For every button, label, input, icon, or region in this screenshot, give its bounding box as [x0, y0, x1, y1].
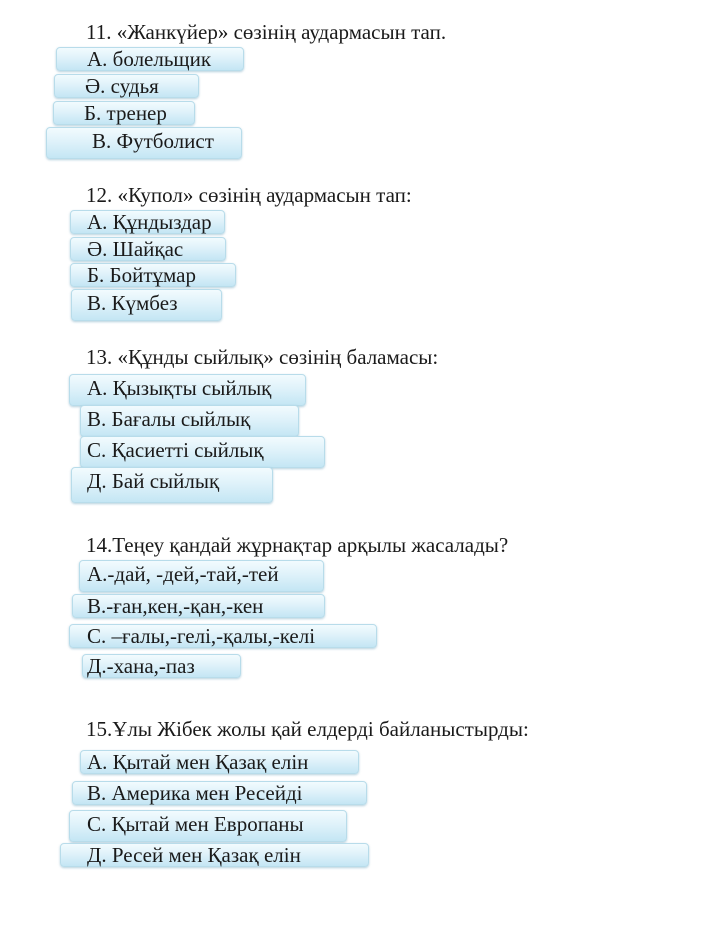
question-11-text: 11. «Жанкүйер» сөзінің аудармасын тап.	[86, 20, 447, 44]
question-14-text: 14.Теңеу қандай жұрнақтар арқылы жасалады?	[86, 533, 509, 557]
q12-option-v[interactable]: В. Күмбез	[71, 289, 222, 321]
q12-option-ae[interactable]: Ә. Шайқас	[70, 237, 226, 261]
q14-option-v[interactable]: В.-ған,кен,-қан,-кен	[72, 594, 325, 618]
q13-option-s[interactable]: С. Қасиетті сыйлық	[80, 436, 325, 468]
q15-option-s[interactable]: С. Қытай мен Европаны	[69, 810, 347, 842]
q11-option-b[interactable]: Б. тренер	[53, 101, 195, 125]
question-15-text: 15.Ұлы Жібек жолы қай елдерді байланыстырды:	[86, 717, 529, 741]
q13-option-v[interactable]: В. Бағалы сыйлық	[80, 405, 299, 437]
q14-option-s[interactable]: С. –ғалы,-гелі,-қалы,-келі	[69, 624, 377, 648]
q13-option-d[interactable]: Д. Бай сыйлық	[71, 467, 273, 503]
q12-option-b[interactable]: Б. Бойтұмар	[70, 263, 236, 287]
q15-option-d[interactable]: Д. Ресей мен Қазақ елін	[60, 843, 369, 867]
q14-option-a[interactable]: А.-дай, -дей,-тай,-тей	[79, 560, 324, 592]
q14-option-d[interactable]: Д.-хана,-паз	[82, 654, 241, 678]
q11-option-v[interactable]: В. Футболист	[46, 127, 242, 159]
question-13-text: 13. «Құнды сыйлық» сөзінің баламасы:	[86, 345, 439, 369]
question-12-text: 12. «Купол» сөзінің аудармасын тап:	[86, 183, 412, 207]
q13-option-a[interactable]: А. Қызықты сыйлық	[69, 374, 306, 406]
q12-option-a[interactable]: А. Құндыздар	[70, 210, 225, 234]
q15-option-v[interactable]: В. Америка мен Ресейді	[72, 781, 367, 805]
q11-option-a[interactable]: А. болельщик	[56, 47, 244, 71]
q15-option-a[interactable]: А. Қытай мен Қазақ елін	[80, 750, 359, 774]
q11-option-ae[interactable]: Ә. судья	[54, 74, 199, 98]
